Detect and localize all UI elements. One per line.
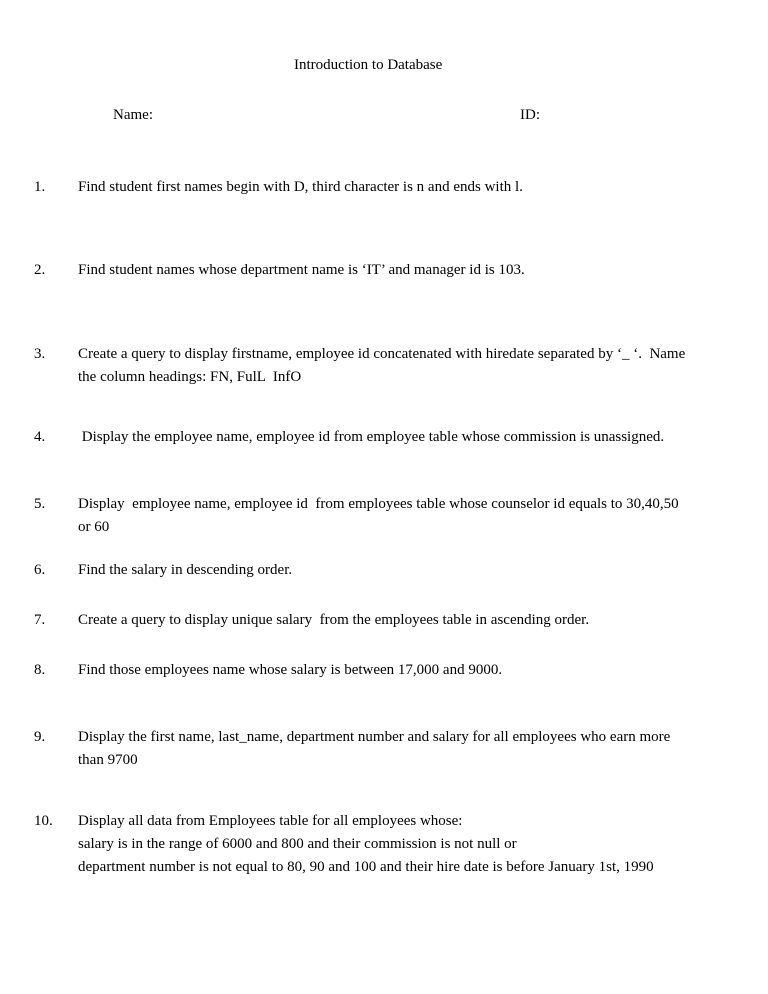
question-item <box>34 609 734 632</box>
question-number: 9. <box>34 729 46 745</box>
question-item <box>34 176 734 199</box>
question-number: 7. <box>34 612 46 628</box>
question-line: Display all data from Employees table for all employees whose: <box>78 813 463 829</box>
question-item <box>34 426 734 449</box>
question-number: 5. <box>34 496 46 512</box>
question-line: Create a query to display unique salary from the employees table in ascending order. <box>78 612 590 628</box>
question-number: 4. <box>34 429 46 445</box>
question-text <box>78 559 734 582</box>
question-item <box>34 343 734 389</box>
question-line: Find the salary in descending order. <box>78 562 293 578</box>
question-line: salary is in the range of 6000 and 800 and their commission is not null or <box>78 836 517 852</box>
question-text <box>78 426 734 449</box>
question-number: 6. <box>34 562 46 578</box>
question-line: Find student first names begin with D, third character is n and ends with l. <box>78 179 523 195</box>
question-line: the column headings: FN, FulL InfO <box>78 369 302 385</box>
question-item <box>34 559 734 582</box>
question-number: 10. <box>34 813 53 829</box>
question-number: 3. <box>34 346 46 362</box>
question-item <box>34 659 734 682</box>
question-text <box>78 259 734 282</box>
name-label: Name: <box>113 107 153 123</box>
question-line: than 9700 <box>78 752 138 768</box>
question-line: or 60 <box>78 519 110 535</box>
question-text <box>78 176 734 199</box>
question-line: department number is not equal to 80, 90 and 100 and their hire date is before January 1st, 1990 <box>78 859 654 875</box>
question-line: Find student names whose department name is ‘IT’ and manager id is 103. <box>78 262 525 278</box>
document-title: Introduction to Database <box>294 57 443 73</box>
question-line: Display the first name, last_name, department number and salary for all employees who earn more <box>78 729 671 745</box>
question-number: 8. <box>34 662 46 678</box>
question-line: Find those employees name whose salary is between 17,000 and 9000. <box>78 662 503 678</box>
question-text <box>78 810 734 879</box>
question-text <box>78 609 734 632</box>
question-item <box>34 810 734 879</box>
question-line: Display the employee name, employee id from employee table whose commission is unassigned. <box>78 429 665 445</box>
question-item <box>34 493 734 539</box>
question-number: 1. <box>34 179 46 195</box>
question-number: 2. <box>34 262 46 278</box>
question-text <box>78 726 734 772</box>
question-item <box>34 726 734 772</box>
id-label: ID: <box>520 107 540 123</box>
question-line: Display employee name, employee id from employees table whose counselor id equals to 30,40,50 <box>78 496 679 512</box>
question-text <box>78 659 734 682</box>
question-text <box>78 493 734 539</box>
question-line: Create a query to display firstname, employee id concatenated with hiredate separated by ‘_ ‘. Name <box>78 346 686 362</box>
question-text <box>78 343 734 389</box>
question-item <box>34 259 734 282</box>
